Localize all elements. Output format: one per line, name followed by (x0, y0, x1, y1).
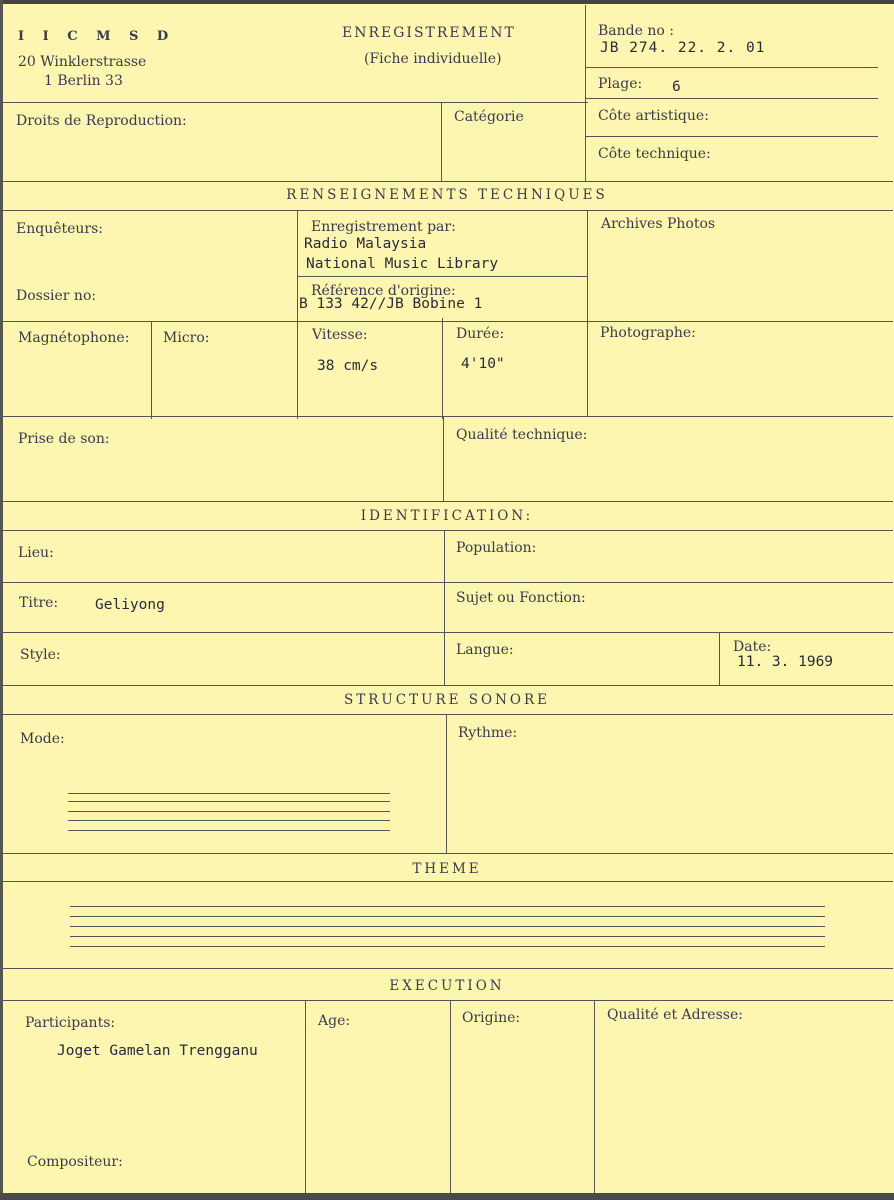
staff-line (68, 811, 390, 812)
age-label: Age: (318, 1013, 351, 1029)
date-value: 11. 3. 1969 (737, 654, 834, 670)
droits-label: Droits de Reproduction: (16, 113, 187, 129)
plage-label: Plage: (598, 76, 643, 92)
origine-label: Origine: (462, 1010, 521, 1026)
divider (594, 1001, 595, 1193)
divider (3, 416, 893, 417)
form-title: ENREGISTREMENT (342, 25, 516, 41)
magnetophone-label: Magnétophone: (18, 330, 130, 346)
staff-line (70, 906, 825, 907)
mode-label: Mode: (20, 731, 65, 747)
divider (450, 1001, 451, 1193)
duree-label: Durée: (456, 326, 505, 342)
langue-label: Langue: (456, 642, 514, 658)
divider (3, 685, 893, 686)
titre-label: Titre: (19, 595, 59, 611)
staff-line (70, 916, 825, 917)
enregistrement-par-line2: National Music Library (306, 256, 499, 272)
divider (3, 530, 893, 531)
divider (3, 181, 893, 182)
divider (305, 1001, 306, 1193)
plage-value: 6 (672, 79, 681, 95)
section-title-identification: IDENTIFICATION: (360, 508, 534, 524)
dossier-label: Dossier no: (16, 288, 97, 304)
divider (3, 853, 893, 854)
divider (3, 501, 893, 502)
divider (151, 322, 152, 419)
enregistrement-par-label: Enregistrement par: (311, 219, 456, 235)
micro-label: Micro: (163, 330, 210, 346)
population-label: Population: (456, 540, 537, 556)
divider (3, 881, 893, 882)
left-edge (0, 0, 3, 1200)
staff-line (70, 946, 825, 947)
archives-photos-label: Archives Photos (601, 216, 716, 232)
divider (587, 211, 588, 417)
divider (586, 136, 878, 137)
institution-street: 20 Winklerstrasse (18, 54, 147, 70)
duree-value: 4'10" (461, 356, 505, 372)
participants-value: Joget Gamelan Trengganu (57, 1043, 258, 1059)
divider (585, 5, 586, 181)
section-title-theme: THEME (412, 861, 482, 877)
bande-label: Bande no : (598, 23, 674, 39)
sujet-fonction-label: Sujet ou Fonction: (456, 590, 586, 606)
titre-value: Geliyong (95, 597, 165, 613)
reference-origine-value: B 133 42//JB Bobine 1 (299, 296, 483, 312)
divider (444, 531, 445, 685)
qualite-technique-label: Qualité technique: (456, 427, 588, 443)
divider (297, 211, 298, 419)
staff-line (68, 820, 390, 821)
divider (446, 715, 447, 853)
divider (443, 417, 444, 501)
divider (298, 276, 588, 277)
vitesse-label: Vitesse: (312, 327, 368, 343)
divider (3, 210, 893, 211)
enqueteurs-label: Enquêteurs: (16, 221, 104, 237)
cote-technique-label: Côte technique: (598, 146, 711, 162)
divider (3, 968, 893, 969)
enregistrement-par-line1: Radio Malaysia (304, 236, 427, 252)
reference-origine-label: Référence d'origine: (311, 283, 456, 299)
staff-line (68, 830, 390, 831)
staff-line (68, 793, 390, 794)
categorie-label: Catégorie (454, 109, 524, 125)
divider (586, 67, 878, 68)
top-edge (0, 0, 894, 4)
date-label: Date: (733, 639, 772, 655)
divider (3, 102, 588, 103)
divider (719, 633, 720, 685)
divider (586, 98, 878, 99)
style-label: Style: (20, 647, 61, 663)
divider (3, 321, 893, 322)
photographe-label: Photographe: (600, 325, 696, 341)
form-subtitle: (Fiche individuelle) (364, 51, 502, 67)
cote-artistique-label: Côte artistique: (598, 108, 709, 124)
divider (3, 1000, 893, 1001)
institution-logo: I I C M S D (18, 29, 176, 44)
institution-city: 1 Berlin 33 (44, 73, 123, 89)
section-title-structure: STRUCTURE SONORE (343, 692, 551, 708)
staff-line (70, 936, 825, 937)
compositeur-label: Compositeur: (27, 1154, 123, 1170)
participants-label: Participants: (25, 1015, 116, 1031)
bottom-edge (0, 1193, 894, 1200)
staff-line (68, 801, 390, 802)
staff-line (70, 926, 825, 927)
prise-de-son-label: Prise de son: (18, 431, 110, 447)
divider (3, 632, 893, 633)
qualite-adresse-label: Qualité et Adresse: (607, 1007, 743, 1023)
section-title-renseignements: RENSEIGNEMENTS TECHNIQUES (286, 187, 608, 203)
divider (3, 714, 893, 715)
vitesse-value: 38 cm/s (317, 358, 379, 374)
divider (3, 582, 893, 583)
section-title-execution: EXECUTION (389, 978, 505, 994)
rythme-label: Rythme: (458, 725, 518, 741)
divider (441, 103, 442, 181)
bande-value: JB 274. 22. 2. 01 (600, 40, 766, 56)
divider (442, 318, 443, 419)
lieu-label: Lieu: (18, 545, 54, 561)
